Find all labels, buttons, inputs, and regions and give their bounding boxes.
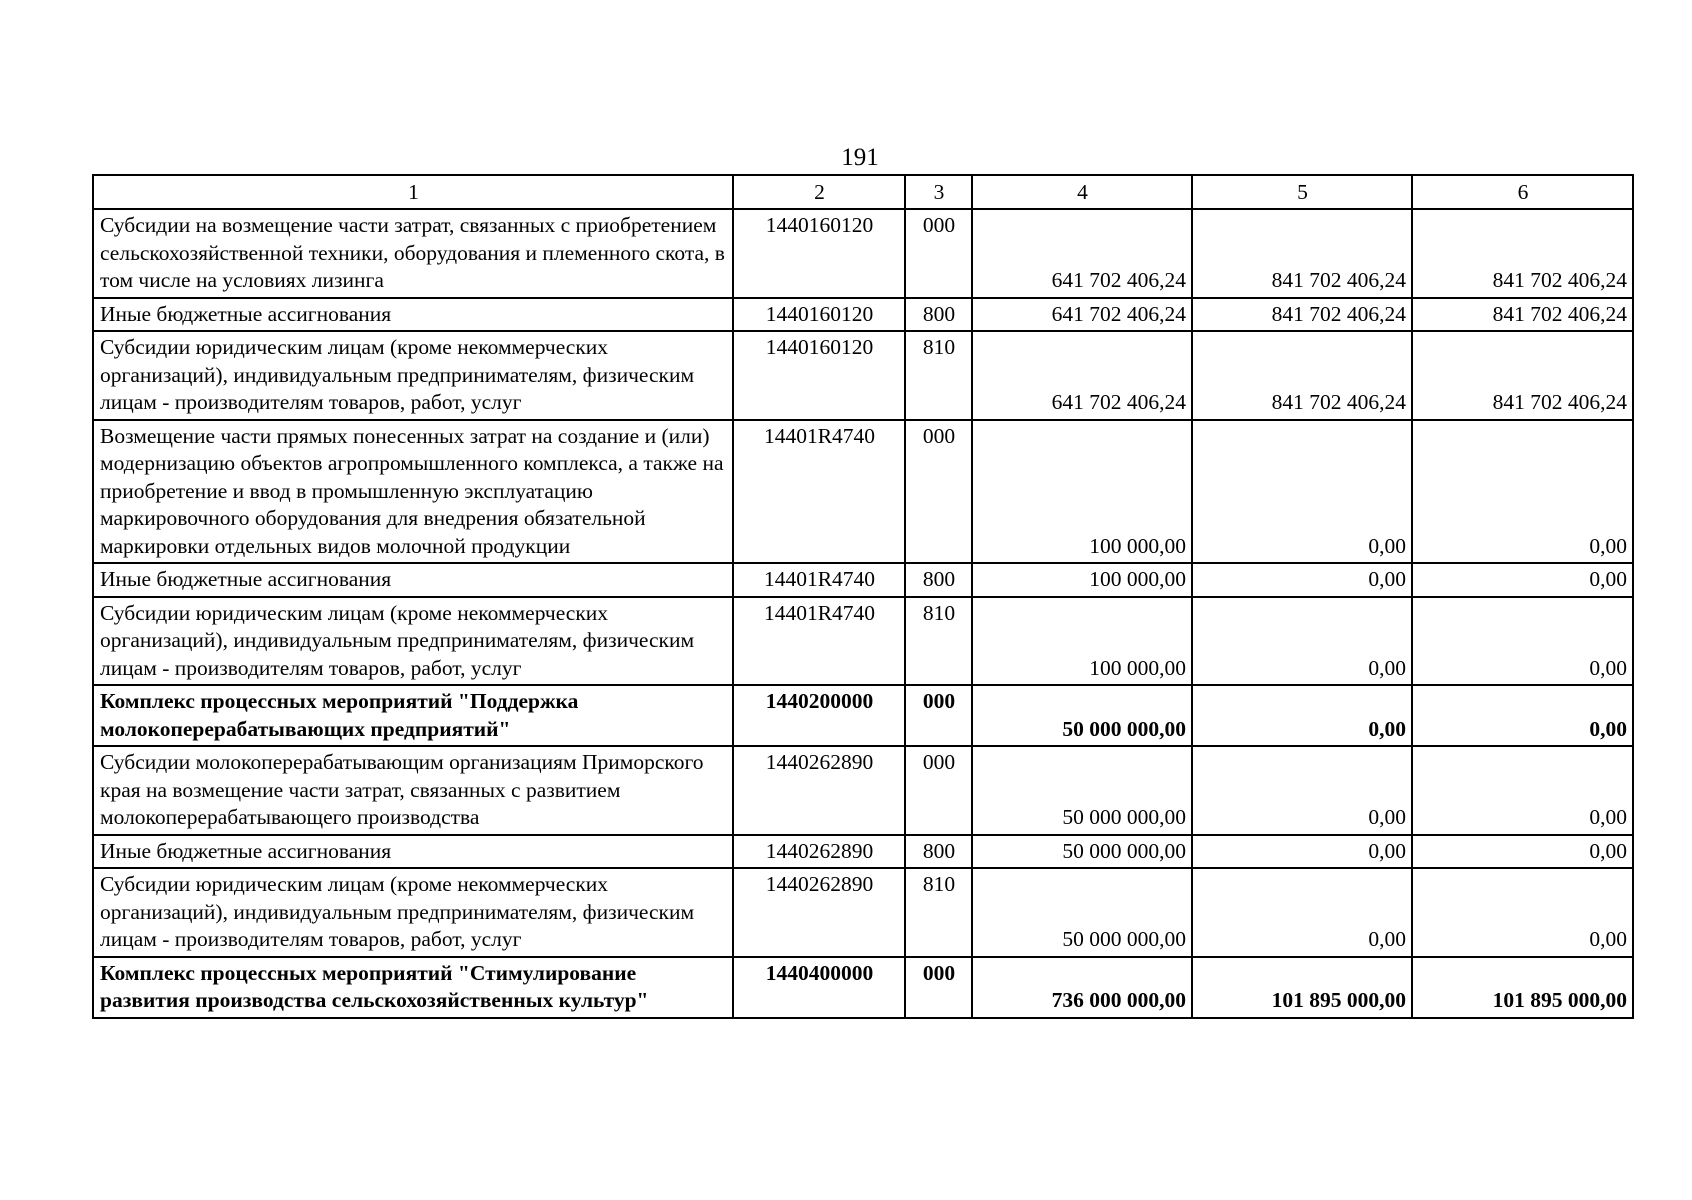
row-target-code: 1440400000: [733, 957, 905, 1018]
row-amount-col6: 0,00: [1412, 868, 1633, 957]
row-expense-type: 810: [905, 868, 972, 957]
row-name: Возмещение части прямых понесенных затрат на создание и (или) модернизацию объектов агропромышленного комплекса, а также на приобретение и ввод в промышленную эксплуатацию маркировочного оборудования для внедрения обязательной маркировки отдельных видов молочной продукции: [93, 420, 733, 564]
table-row: [93, 298, 1633, 332]
table-row: [93, 331, 1633, 420]
table-row: [93, 868, 1633, 957]
row-name: Иные бюджетные ассигнования: [93, 563, 733, 597]
row-target-code: 14401R4740: [733, 420, 905, 564]
table-row: [93, 597, 1633, 686]
row-expense-type: 000: [905, 420, 972, 564]
row-amount-col4: 50 000 000,00: [972, 685, 1192, 746]
row-amount-col4: 50 000 000,00: [972, 835, 1192, 869]
row-amount-col4: 100 000,00: [972, 420, 1192, 564]
row-amount-col4: 641 702 406,24: [972, 298, 1192, 332]
table-row: [93, 685, 1633, 746]
row-name: Комплекс процессных мероприятий "Стимулирование развития производства сельскохозяйственных культур": [93, 957, 733, 1018]
row-expense-type: 000: [905, 685, 972, 746]
row-amount-col4: 736 000 000,00: [972, 957, 1192, 1018]
table-row: [93, 420, 1633, 564]
row-amount-col6: 0,00: [1412, 685, 1633, 746]
row-amount-col6: 0,00: [1412, 746, 1633, 835]
row-amount-col5: 841 702 406,24: [1192, 298, 1412, 332]
table-row: [93, 957, 1633, 1018]
column-header-row: [93, 175, 1633, 209]
row-amount-col6: 841 702 406,24: [1412, 298, 1633, 332]
row-amount-col5: 0,00: [1192, 563, 1412, 597]
row-amount-col5: 0,00: [1192, 868, 1412, 957]
row-name: Иные бюджетные ассигнования: [93, 835, 733, 869]
row-amount-col6: 0,00: [1412, 835, 1633, 869]
table-row: [93, 209, 1633, 298]
row-expense-type: 800: [905, 835, 972, 869]
row-amount-col4: 641 702 406,24: [972, 331, 1192, 420]
row-name: Иные бюджетные ассигнования: [93, 298, 733, 332]
row-target-code: 14401R4740: [733, 563, 905, 597]
row-amount-col6: 0,00: [1412, 420, 1633, 564]
row-name: Субсидии юридическим лицам (кроме некоммерческих организаций), индивидуальным предпринимателям, физическим лицам - производителям товаров, работ, услуг: [93, 597, 733, 686]
row-target-code: 1440200000: [733, 685, 905, 746]
row-amount-col5: 841 702 406,24: [1192, 331, 1412, 420]
column-header-1: 1: [93, 175, 733, 209]
row-target-code: 1440262890: [733, 835, 905, 869]
row-expense-type: 800: [905, 563, 972, 597]
row-amount-col6: 0,00: [1412, 597, 1633, 686]
row-amount-col4: 641 702 406,24: [972, 209, 1192, 298]
row-name: Субсидии юридическим лицам (кроме некоммерческих организаций), индивидуальным предпринимателям, физическим лицам - производителям товаров, работ, услуг: [93, 868, 733, 957]
row-amount-col5: 0,00: [1192, 597, 1412, 686]
table-row: [93, 563, 1633, 597]
column-header-5: 5: [1192, 175, 1412, 209]
row-expense-type: 810: [905, 331, 972, 420]
row-amount-col6: 0,00: [1412, 563, 1633, 597]
row-amount-col5: 0,00: [1192, 685, 1412, 746]
column-header-2: 2: [733, 175, 905, 209]
row-target-code: 1440160120: [733, 298, 905, 332]
row-expense-type: 000: [905, 209, 972, 298]
row-amount-col5: 0,00: [1192, 835, 1412, 869]
row-name: Субсидии на возмещение части затрат, связанных с приобретением сельскохозяйственной техники, оборудования и племенного скота, в том числе на условиях лизинга: [93, 209, 733, 298]
budget-table: [92, 174, 1634, 1019]
table-row: [93, 835, 1633, 869]
page-number: 191: [841, 144, 879, 171]
row-amount-col4: 50 000 000,00: [972, 746, 1192, 835]
column-header-4: 4: [972, 175, 1192, 209]
row-amount-col5: 841 702 406,24: [1192, 209, 1412, 298]
row-target-code: 1440160120: [733, 331, 905, 420]
column-header-3: 3: [905, 175, 972, 209]
row-expense-type: 000: [905, 957, 972, 1018]
row-amount-col5: 0,00: [1192, 746, 1412, 835]
row-name: Субсидии юридическим лицам (кроме некоммерческих организаций), индивидуальным предпринимателям, физическим лицам - производителям товаров, работ, услуг: [93, 331, 733, 420]
row-name: Комплекс процессных мероприятий "Поддержка молокоперерабатывающих предприятий": [93, 685, 733, 746]
row-amount-col4: 100 000,00: [972, 597, 1192, 686]
row-amount-col4: 50 000 000,00: [972, 868, 1192, 957]
row-amount-col6: 841 702 406,24: [1412, 331, 1633, 420]
row-amount-col5: 101 895 000,00: [1192, 957, 1412, 1018]
column-header-6: 6: [1412, 175, 1633, 209]
row-target-code: 1440262890: [733, 746, 905, 835]
table-row: [93, 746, 1633, 835]
row-amount-col6: 841 702 406,24: [1412, 209, 1633, 298]
row-target-code: 1440262890: [733, 868, 905, 957]
row-expense-type: 800: [905, 298, 972, 332]
row-amount-col5: 0,00: [1192, 420, 1412, 564]
row-expense-type: 810: [905, 597, 972, 686]
row-expense-type: 000: [905, 746, 972, 835]
row-target-code: 14401R4740: [733, 597, 905, 686]
row-target-code: 1440160120: [733, 209, 905, 298]
row-name: Субсидии молокоперерабатывающим организациям Приморского края на возмещение части затрат, связанных с развитием молокоперерабатывающего производства: [93, 746, 733, 835]
row-amount-col6: 101 895 000,00: [1412, 957, 1633, 1018]
row-amount-col4: 100 000,00: [972, 563, 1192, 597]
